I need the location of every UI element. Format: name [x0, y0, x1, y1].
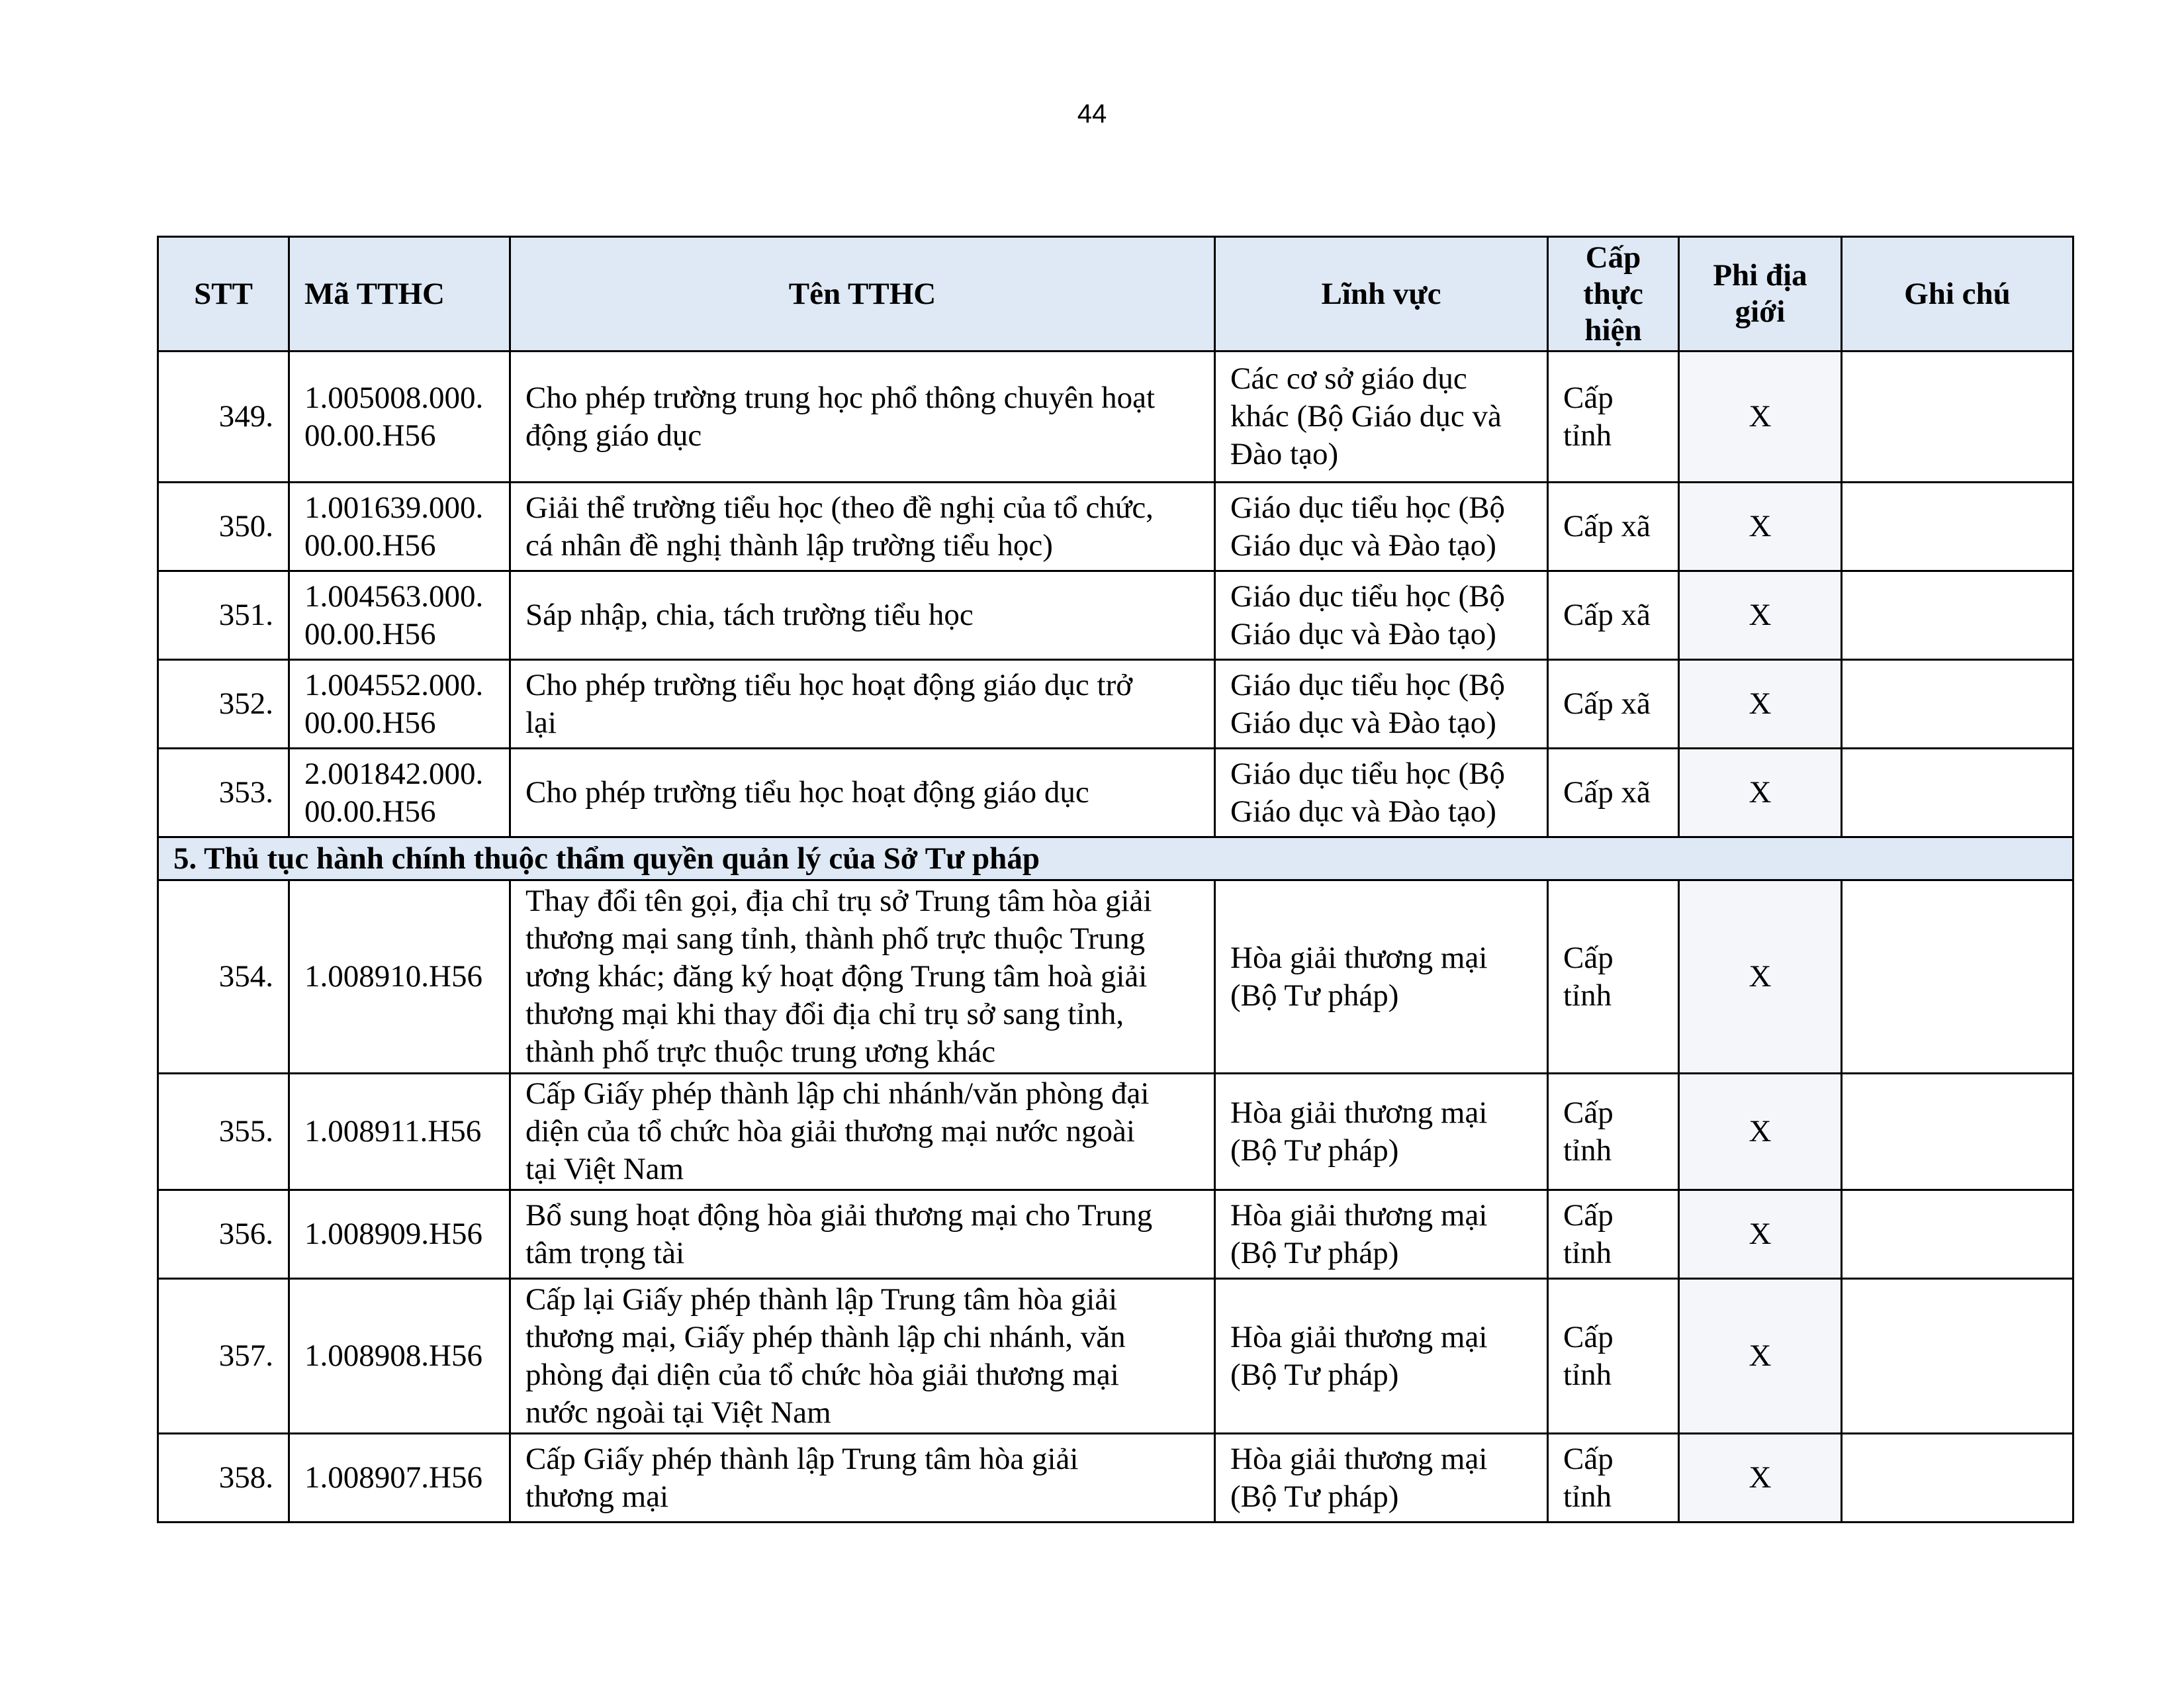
cell-line: Hòa giải thương mại [1230, 940, 1488, 975]
cell-ghi-chu [1842, 1279, 2073, 1434]
cell-line: thành phố trực thuộc trung ương khác [525, 1035, 996, 1069]
cell-linh-vuc [1215, 1279, 1548, 1434]
cell-line: Cấp [1563, 1319, 1614, 1354]
cell-line: tại Việt Nam [525, 1152, 684, 1186]
procedures-table [157, 236, 2074, 1523]
cell-line: 00.00.H56 [304, 794, 436, 829]
cell-ghi-chu [1842, 1434, 2073, 1523]
cell-ma-tthc: 1.008908.H56 [289, 1279, 510, 1434]
cell-linh-vuc [1215, 749, 1548, 837]
cell-line: (Bộ Tư pháp) [1230, 1357, 1399, 1392]
cell-line: Giáo dục và Đào tạo) [1230, 705, 1496, 740]
cell-line: nước ngoài tại Việt Nam [525, 1395, 831, 1430]
cell-linh-vuc [1215, 571, 1548, 660]
header-cap-line: thực [1583, 276, 1643, 311]
cell-line: Cấp [1563, 1197, 1614, 1233]
cell-stt: 351. [158, 571, 289, 660]
cell-cap-thuc-hien [1548, 1279, 1679, 1434]
cell-stt: 350. [158, 483, 289, 571]
cell-ghi-chu [1842, 352, 2073, 483]
cell-cap-thuc-hien: Cấp xã [1548, 749, 1679, 837]
cell-line: 1.004552.000. [304, 667, 484, 702]
header-ten-tthc: Tên TTHC [510, 237, 1215, 352]
cell-line: 1.005008.000. [304, 380, 484, 415]
cell-line: cá nhân đề nghị thành lập trường tiểu học) [525, 528, 1053, 563]
cell-line: ương khác; đăng ký hoạt động Trung tâm hoà giải [525, 959, 1148, 994]
cell-phi-dia-gioi: X [1679, 880, 1842, 1074]
cell-stt: 356. [158, 1190, 289, 1279]
cell-ten-tthc [510, 483, 1215, 571]
cell-cap-thuc-hien [1548, 1434, 1679, 1523]
cell-linh-vuc [1215, 483, 1548, 571]
cell-ma-tthc: 1.008910.H56 [289, 880, 510, 1074]
header-ghi-chu: Ghi chú [1842, 237, 2073, 352]
table-row [158, 660, 2073, 749]
cell-ten-tthc [510, 1190, 1215, 1279]
cell-phi-dia-gioi: X [1679, 1074, 1842, 1190]
cell-cap-thuc-hien: Cấp xã [1548, 483, 1679, 571]
cell-phi-dia-gioi: X [1679, 1434, 1842, 1523]
cell-line: Cấp [1563, 1441, 1614, 1476]
cell-line: 2.001842.000. [304, 756, 484, 791]
cell-line: Giáo dục tiểu học (Bộ [1230, 579, 1506, 614]
cell-phi-dia-gioi: X [1679, 1279, 1842, 1434]
cell-ma-tthc [289, 352, 510, 483]
cell-line: Cấp lại Giấy phép thành lập Trung tâm hòa giải [525, 1282, 1118, 1317]
header-row [158, 237, 2073, 352]
cell-line: tỉnh [1563, 1235, 1612, 1270]
cell-line: Hòa giải thương mại [1230, 1319, 1488, 1354]
cell-line: tỉnh [1563, 418, 1612, 453]
cell-phi-dia-gioi: X [1679, 660, 1842, 749]
cell-ghi-chu [1842, 483, 2073, 571]
cell-line: Cho phép trường trung học phổ thông chuyên hoạt [525, 380, 1156, 415]
cell-line: 00.00.H56 [304, 616, 436, 651]
cell-phi-dia-gioi: X [1679, 1190, 1842, 1279]
header-stt: STT [158, 237, 289, 352]
cell-ghi-chu [1842, 660, 2073, 749]
cell-line: Thay đổi tên gọi, địa chỉ trụ sở Trung tâm hòa giải [525, 884, 1152, 918]
cell-cap-thuc-hien [1548, 880, 1679, 1074]
cell-phi-dia-gioi: X [1679, 352, 1842, 483]
section-row [158, 837, 2073, 880]
table-row [158, 749, 2073, 837]
cell-cap-thuc-hien [1548, 1190, 1679, 1279]
cell-line: tỉnh [1563, 1357, 1612, 1392]
cell-line: tâm trọng tài [525, 1235, 685, 1270]
cell-ten-tthc [510, 1434, 1215, 1523]
cell-ghi-chu [1842, 1074, 2073, 1190]
header-cap-thuc-hien [1548, 237, 1679, 352]
cell-line: tỉnh [1563, 1479, 1612, 1514]
table-row [158, 1434, 2073, 1523]
cell-line: Giáo dục tiểu học (Bộ [1230, 756, 1506, 791]
cell-ghi-chu [1842, 1190, 2073, 1279]
cell-line: Hòa giải thương mại [1230, 1095, 1488, 1130]
cell-line: Giáo dục và Đào tạo) [1230, 794, 1496, 829]
cell-ghi-chu [1842, 749, 2073, 837]
cell-line: lại [525, 705, 557, 740]
cell-linh-vuc [1215, 1074, 1548, 1190]
cell-line: Hòa giải thương mại [1230, 1441, 1488, 1476]
cell-line: thương mại khi thay đổi địa chỉ trụ sở sang tỉnh, [525, 997, 1124, 1031]
cell-ma-tthc [289, 660, 510, 749]
cell-line: Cấp Giấy phép thành lập chi nhánh/văn phòng đại [525, 1076, 1150, 1111]
cell-line: thương mại [525, 1479, 669, 1514]
cell-line: phòng đại diện của tổ chức hòa giải thương mại [525, 1357, 1119, 1392]
cell-ten-tthc [510, 880, 1215, 1074]
cell-line: 1.004563.000. [304, 579, 484, 614]
cell-ma-tthc: 1.008909.H56 [289, 1190, 510, 1279]
cell-line: tỉnh [1563, 1133, 1612, 1168]
cell-line: 00.00.H56 [304, 528, 436, 563]
cell-line: Đào tạo) [1230, 437, 1339, 471]
cell-ten-tthc: Sáp nhập, chia, tách trường tiểu học [510, 571, 1215, 660]
cell-ten-tthc [510, 660, 1215, 749]
cell-stt: 357. [158, 1279, 289, 1434]
cell-line: Cấp [1563, 1095, 1614, 1130]
table-row [158, 1074, 2073, 1190]
cell-line: (Bộ Tư pháp) [1230, 1133, 1399, 1168]
cell-line: Giáo dục và Đào tạo) [1230, 616, 1496, 651]
cell-phi-dia-gioi: X [1679, 483, 1842, 571]
cell-line: Hòa giải thương mại [1230, 1197, 1488, 1233]
cell-line: Cấp [1563, 940, 1614, 975]
cell-stt: 352. [158, 660, 289, 749]
cell-ma-tthc [289, 483, 510, 571]
page-number: 44 [1077, 99, 1107, 128]
cell-linh-vuc [1215, 1190, 1548, 1279]
cell-cap-thuc-hien: Cấp xã [1548, 571, 1679, 660]
cell-stt: 354. [158, 880, 289, 1074]
cell-line: thương mại, Giấy phép thành lập chi nhánh, văn [525, 1319, 1126, 1354]
cell-line: Giáo dục và Đào tạo) [1230, 528, 1496, 563]
cell-stt: 358. [158, 1434, 289, 1523]
cell-line: tỉnh [1563, 978, 1612, 1013]
table-row [158, 483, 2073, 571]
table-row [158, 571, 2073, 660]
cell-linh-vuc [1215, 352, 1548, 483]
cell-line: 1.001639.000. [304, 490, 484, 525]
header-linh-vuc: Lĩnh vực [1215, 237, 1548, 352]
header-phi-dia-gioi [1679, 237, 1842, 352]
cell-phi-dia-gioi: X [1679, 571, 1842, 660]
table-row [158, 1279, 2073, 1434]
cell-line: Cấp Giấy phép thành lập Trung tâm hòa giải [525, 1441, 1079, 1476]
cell-line: thương mại sang tỉnh, thành phố trực thuộc Trung [525, 921, 1146, 956]
cell-line: (Bộ Tư pháp) [1230, 978, 1399, 1013]
cell-line: Giáo dục tiểu học (Bộ [1230, 490, 1506, 525]
cell-phi-dia-gioi: X [1679, 749, 1842, 837]
cell-cap-thuc-hien [1548, 352, 1679, 483]
cell-ten-tthc [510, 1279, 1215, 1434]
cell-line: (Bộ Tư pháp) [1230, 1479, 1399, 1514]
cell-linh-vuc [1215, 880, 1548, 1074]
cell-line: Các cơ sở giáo dục [1230, 361, 1467, 396]
cell-line: 00.00.H56 [304, 418, 436, 453]
header-cap-line: Cấp [1585, 240, 1641, 275]
header-phi-line: giới [1735, 295, 1786, 329]
section-title: 5. Thủ tục hành chính thuộc thẩm quyền quản lý của Sở Tư pháp [158, 837, 2073, 880]
cell-line: Giáo dục tiểu học (Bộ [1230, 667, 1506, 702]
table-row [158, 1190, 2073, 1279]
cell-ten-tthc [510, 352, 1215, 483]
cell-linh-vuc [1215, 1434, 1548, 1523]
cell-linh-vuc [1215, 660, 1548, 749]
cell-ghi-chu [1842, 880, 2073, 1074]
cell-ma-tthc: 1.008907.H56 [289, 1434, 510, 1523]
cell-stt: 355. [158, 1074, 289, 1190]
table-row [158, 880, 2073, 1074]
cell-ma-tthc [289, 749, 510, 837]
cell-stt: 353. [158, 749, 289, 837]
cell-line: Giải thể trường tiểu học (theo đề nghị của tổ chức, [525, 490, 1154, 525]
table-row [158, 352, 2073, 483]
cell-ma-tthc [289, 571, 510, 660]
cell-line: (Bộ Tư pháp) [1230, 1235, 1399, 1270]
cell-line: Cho phép trường tiểu học hoạt động giáo dục trở [525, 667, 1133, 702]
cell-line: 00.00.H56 [304, 705, 436, 740]
cell-ten-tthc [510, 1074, 1215, 1190]
cell-line: động giáo dục [525, 418, 702, 453]
header-ma-tthc: Mã TTHC [289, 237, 510, 352]
cell-line: khác (Bộ Giáo dục và [1230, 399, 1502, 434]
cell-cap-thuc-hien: Cấp xã [1548, 660, 1679, 749]
cell-ghi-chu [1842, 571, 2073, 660]
cell-line: diện của tổ chức hòa giải thương mại nước ngoài [525, 1114, 1135, 1149]
cell-line: Bổ sung hoạt động hòa giải thương mại cho Trung [525, 1197, 1153, 1233]
cell-ten-tthc: Cho phép trường tiểu học hoạt động giáo dục [510, 749, 1215, 837]
cell-line: Cấp [1563, 380, 1614, 415]
cell-ma-tthc: 1.008911.H56 [289, 1074, 510, 1190]
cell-cap-thuc-hien [1548, 1074, 1679, 1190]
header-cap-line: hiện [1584, 312, 1642, 348]
header-phi-line: Phi địa [1713, 258, 1807, 293]
cell-stt: 349. [158, 352, 289, 483]
